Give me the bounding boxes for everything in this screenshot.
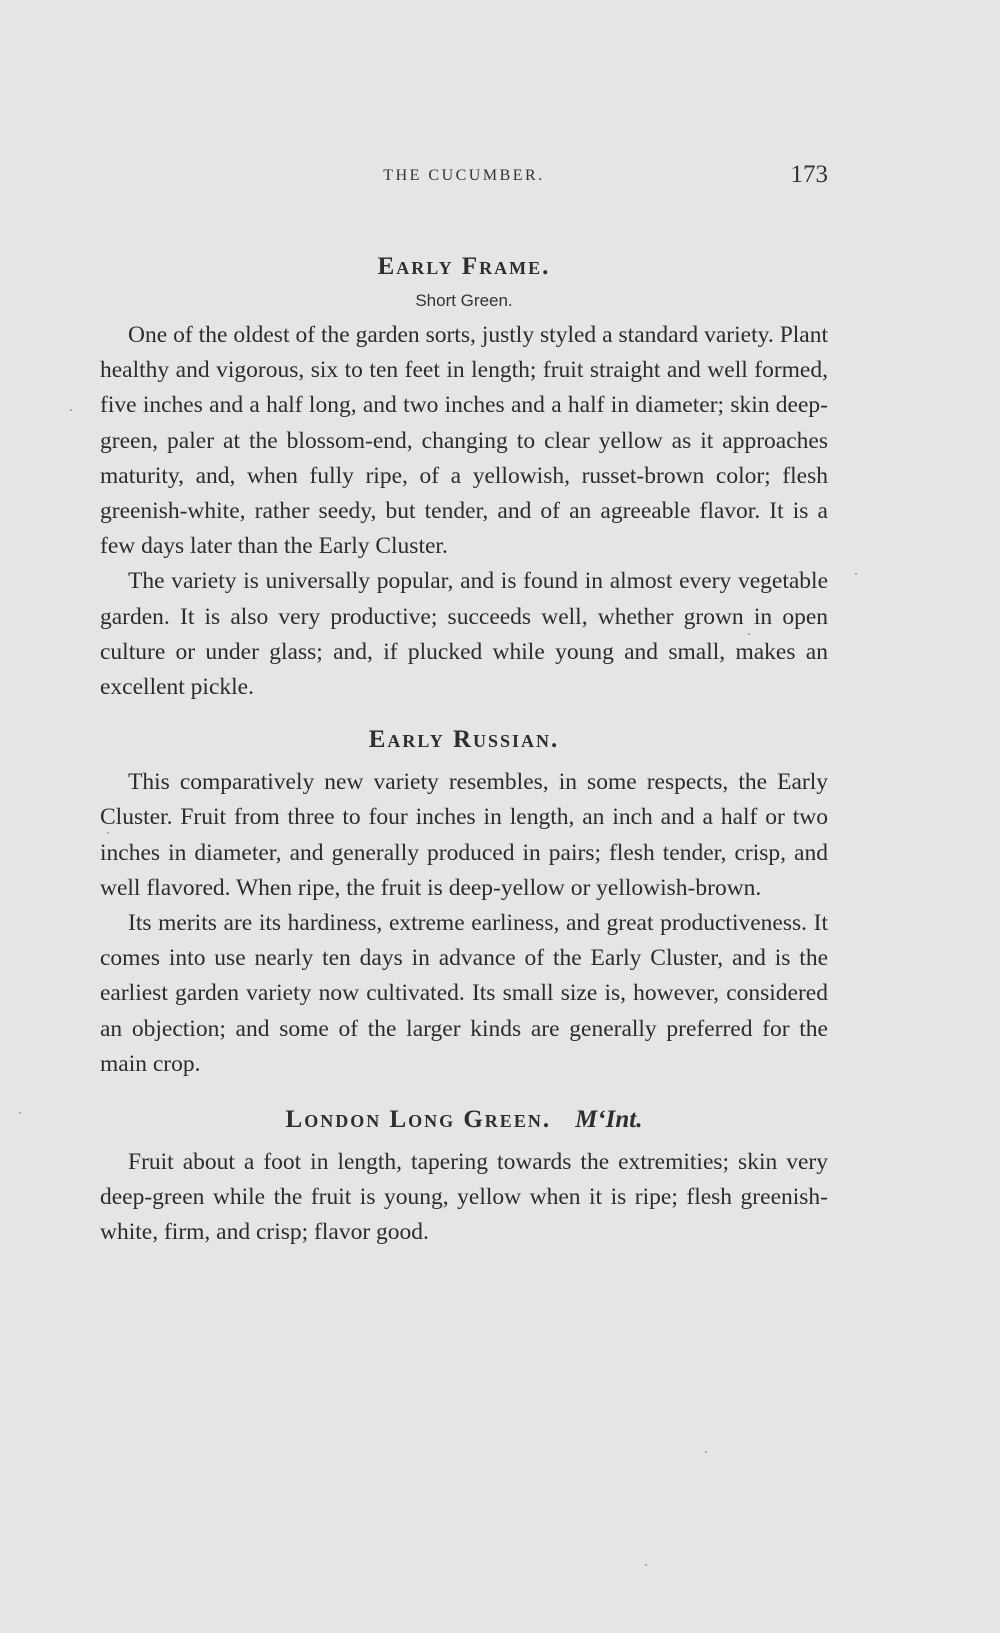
paper-speck [855,573,857,575]
paper-speck [19,1112,21,1114]
paper-speck [705,1451,707,1453]
paper-speck [70,409,72,411]
running-title: THE CUCUMBER. [383,167,545,184]
paragraph: Its merits are its hardiness, extreme earliness, and great productiveness. It comes into use nearly ten days in advance of the Early Cluster, and is the earliest garden variety now cultivated. Its small size is, however, considered an objection; and some of the larger kinds are generally preferred for the main crop. [100,910,828,1077]
paragraph: This comparatively new variety resembles, in some respects, the Early Cluster. Fruit from three to four inches in length, an inch and a half or two inches in diameter, and generally produced in pairs; flesh tender, crisp, and well flavored. When ripe, the fruit is deep-yellow or yellowish-brown. [100,769,828,901]
author-abbreviation: M‘Int. [575,1106,643,1134]
section-subheading: Short Green. [415,291,513,310]
page-number: 173 [790,161,828,188]
running-head [100,163,828,193]
paper-speck [748,633,750,635]
paper-speck [107,832,109,834]
section-heading-text: London Long Green. [285,1106,552,1134]
page-content [100,252,828,1251]
section-london-long-green [100,1105,828,1251]
paper-speck [645,1564,647,1566]
section-heading [100,1105,828,1135]
paragraph: One of the oldest of the garden sorts, justly styled a standard variety. Plant healthy and vigorous, six to ten feet in length; fruit straight and well formed, five inches and a half long, and two inches and a half in diameter; skin deep-green, paler at the blossom-end, changing to clear yellow as it approaches maturity, and, when fully ripe, of a yellowish, russet-brown color; flesh greenish-white, rather seedy, but tender, and of an agreeable flavor. It is a few days later than the Early Cluster. [100,322,828,560]
paragraph: Fruit about a foot in length, tapering towards the extremities; skin very deep-green while the fruit is young, yellow when it is ripe; flesh greenish-white, firm, and crisp; flavor good. [100,1149,828,1246]
section-heading: Early Frame. [377,253,551,280]
section-heading: Early Russian. [368,726,560,754]
section-early-russian [100,725,828,1082]
paragraph: The variety is universally popular, and is found in almost every vegetable garden. It is also very productive; succeeds well, whether grown in open culture or under glass; and, if plucked while young and small, makes an excellent pickle. [100,568,828,701]
section-early-frame [100,252,828,705]
